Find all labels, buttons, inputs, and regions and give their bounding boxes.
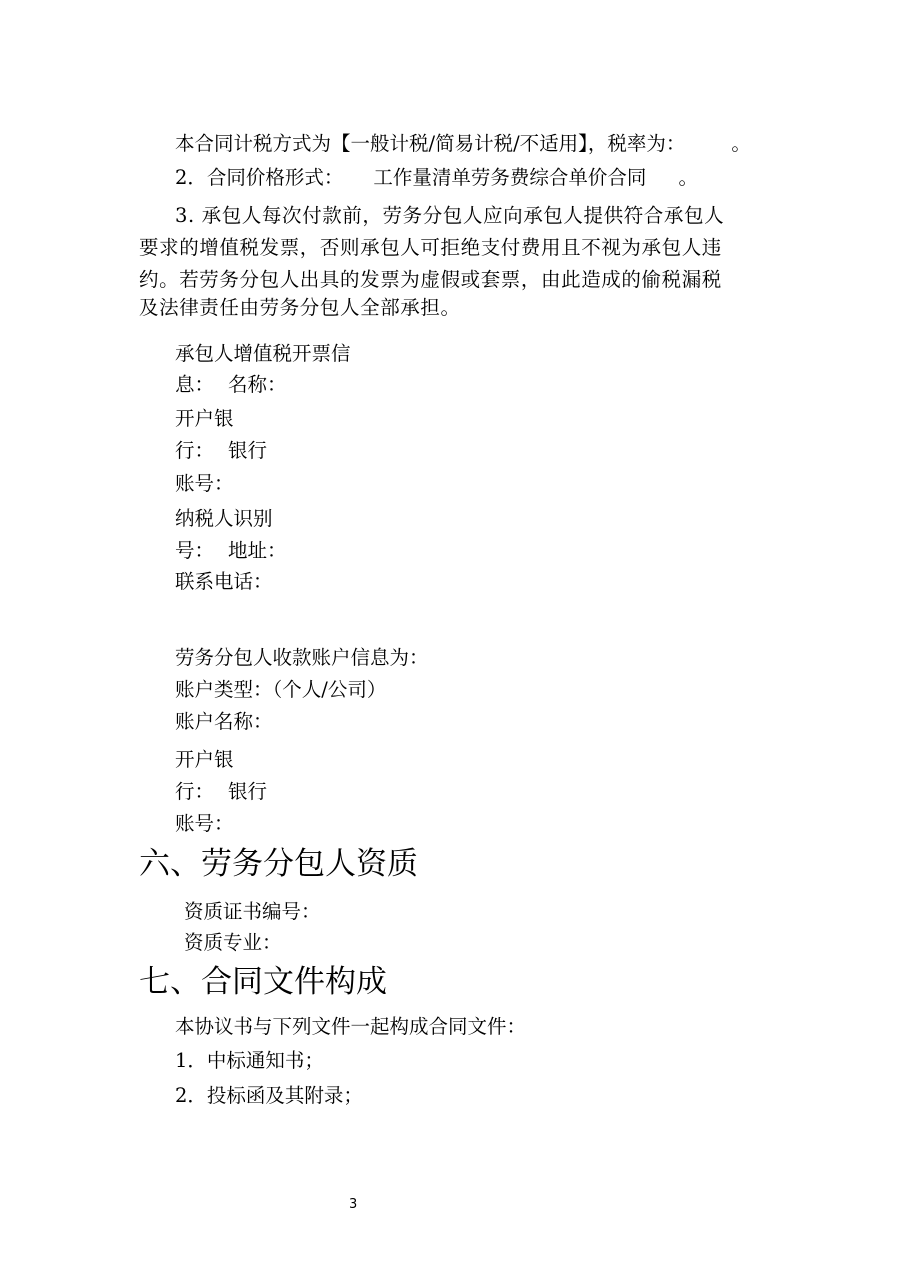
subcontractor-bank-line: 行： 银行 [175,780,268,803]
page-number: 3 [349,1197,358,1212]
invoice-line-3: 约。若劳务分包人出具的发票为虚假或套票，由此造成的偷税漏税 [139,268,722,291]
tax-method-text: 本合同计税方式为【一般计税/简易计税/不适用】，税率为： [175,132,686,155]
invoice-line-2: 要求的增值税发票，否则承包人可拒绝支付费用且不视为承包人违 [139,236,722,259]
tax-method-line [175,132,751,156]
contractor-name-label: 名称： [228,373,287,396]
subcontractor-bank-label: 开户银 [175,748,234,771]
invoice-line-1: 3. 承包人每次付款前，劳务分包人应向承包人提供符合承包人 [175,204,725,227]
contractor-phone-label: 联系电话： [175,570,273,593]
contractor-bank-value: 银行 [228,439,268,462]
subcontractor-bank-value: 银行 [228,780,268,803]
section-7-heading: 七、合同文件构成 [139,964,387,1000]
invoice-line-4: 及法律责任由劳务分包人全部承担。 [139,296,461,319]
contractor-bank-label: 开户银 [175,407,234,430]
price-form-line [175,166,698,190]
contractor-address-line: 号： 地址： [175,539,287,562]
section-7-item-1: 1．中标通知书； [175,1049,324,1072]
tax-method-end: 。 [731,132,751,155]
section-6-heading: 六、劳务分包人资质 [139,846,418,882]
contractor-taxid-label: 纳税人识别 [175,507,273,530]
contractor-address-label: 地址： [228,539,287,562]
section-7-item-2: 2．投标函及其附录； [175,1084,363,1107]
subcontractor-account-label: 账号： [175,812,234,835]
contractor-bank-line: 行： 银行 [175,439,268,462]
cert-specialty-label: 资质专业： [184,931,282,954]
account-name-label: 账户名称： [175,710,273,733]
contractor-name-line: 息： 名称： [175,373,287,396]
subcontractor-account-title: 劳务分包人收款账户信息为： [175,646,429,669]
contractor-account-label: 账号： [175,472,234,495]
price-form-end: 。 [678,166,698,189]
contractor-invoice-title: 承包人增值税开票信 [175,342,351,365]
account-type-line: 账户类型：（个人/公司） [175,678,387,701]
price-form-label: 2．合同价格形式： [175,166,344,189]
cert-number-label: 资质证书编号： [184,900,321,923]
section-7-intro: 本协议书与下列文件一起构成合同文件： [175,1015,527,1038]
price-form-value: 工作量清单劳务费综合单价合同 [373,166,647,189]
